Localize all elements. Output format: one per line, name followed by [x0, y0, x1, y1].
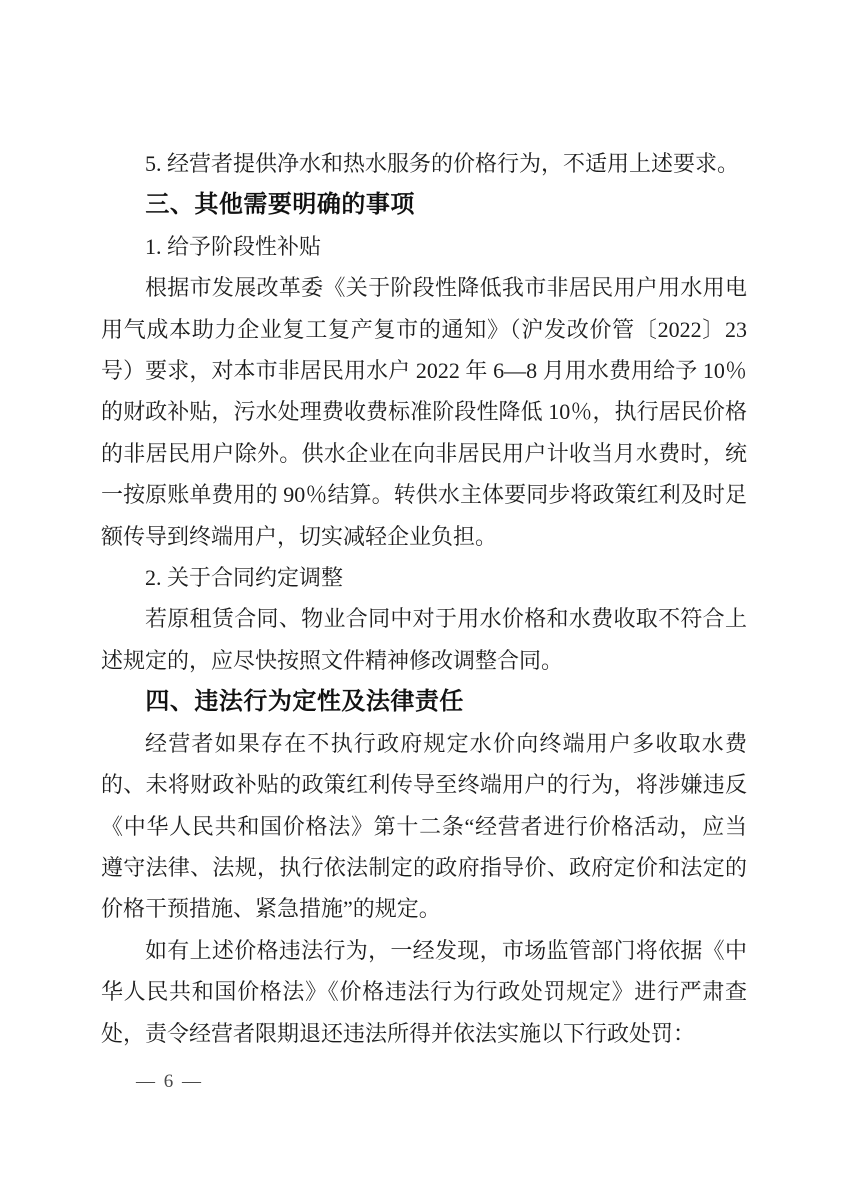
section-heading-3: 三、其他需要明确的事项 — [145, 191, 415, 219]
paragraph-contract-adjustment: 若原租赁合同、物业合同中对于用水价格和水费收取不符合上述规定的，应尽快按照文件精神修改调整合同。 — [101, 606, 747, 673]
section-heading-4: 四、违法行为定性及法律责任 — [145, 688, 464, 716]
paragraph-item-5: 5. 经营者提供净水和热水服务的价格行为，不适用上述要求。 — [145, 151, 740, 176]
paragraph-subitem-2: 2. 关于合同约定调整 — [145, 565, 344, 591]
document-body — [101, 143, 747, 1054]
paragraph-subsidy-detail: 根据市发展改革委《关于阶段性降低我市非居民用户用水用电用气成本助力企业复工复产复市的通知》（沪发改价管〔2022〕23 号）要求，对本市非居民用水户 2022 年 6—8 月用水费用给予 10％的财政补贴，污水处理费收费标准阶段性降低 10％，执行居民价格的非居民用户除外。供水企业在向非居民用户计收当月水费时，统一按原账单费用的 90％结算。转供水主体要同步将政策红利及时足额传导到终端用户，切实减轻企业负担。 — [101, 275, 747, 549]
page-number: — 6 — — [136, 1071, 203, 1092]
paragraph-legal-liability: 经营者如果存在不执行政府规定水价向终端用户多收取水费的、未将财政补贴的政策红利传导至终端用户的行为，将涉嫌违反《中华人民共和国价格法》第十二条“经营者进行价格活动，应当遵守法律、法规，执行依法制定的政府指导价、政府定价和法定的价格干预措施、紧急措施”的规定。 — [101, 730, 747, 922]
paragraph-subitem-1: 1. 给予阶段性补贴 — [145, 233, 322, 259]
paragraph-enforcement: 如有上述价格违法行为，一经发现，市场监管部门将依据《中华人民共和国价格法》《价格违法行为行政处罚规定》进行严肃查处，责令经营者限期退还违法所得并依法实施以下行政处罚： — [101, 937, 747, 1046]
